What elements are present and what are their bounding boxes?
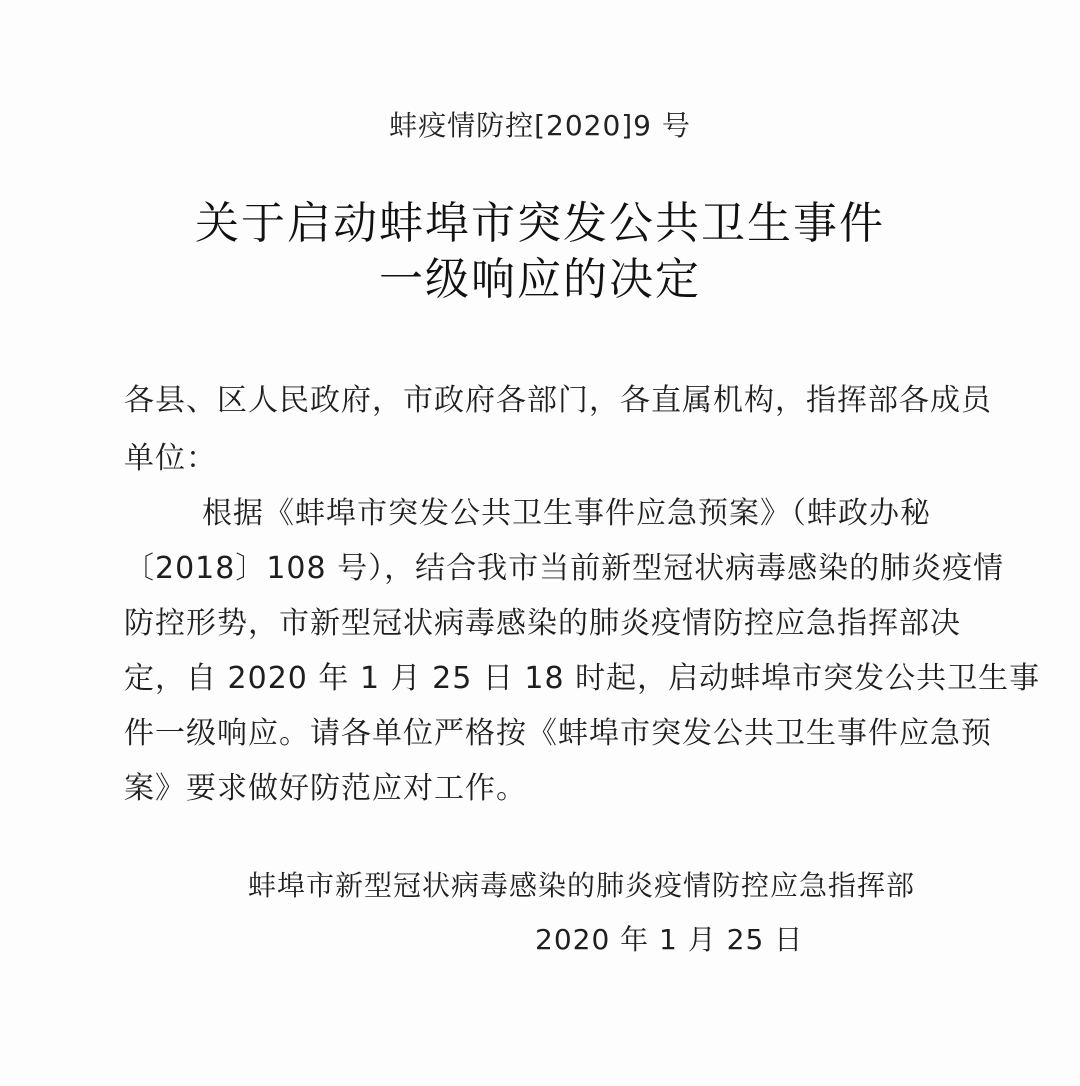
body-line: 单位： — [124, 441, 217, 476]
issue-date: 2020 年 1 月 25 日 — [535, 923, 804, 956]
body-line: 根据《蚌埠市突发公共卫生事件应急预案》（蚌政办秘 — [202, 496, 931, 531]
body-line: 防控形势，市新型冠状病毒感染的肺炎疫情防控应急指挥部决 — [124, 606, 961, 641]
document-title — [0, 196, 1080, 308]
body-line: 〔2018〕108 号），结合我市当前新型冠状病毒感染的肺炎疫情 — [124, 551, 1005, 586]
issuer-signature: 蚌埠市新型冠状病毒感染的肺炎疫情防控应急指挥部 — [248, 869, 916, 902]
document-number: 蚌疫情防控[2020]9 号 — [389, 109, 691, 142]
body-line: 案》要求做好防范应对工作。 — [124, 771, 527, 806]
body-line: 件一级响应。请各单位严格按《蚌埠市突发公共卫生事件应急预 — [124, 716, 992, 751]
body-line: 定，自 2020 年 1 月 25 日 18 时起，启动蚌埠市突发公共卫生事 — [124, 661, 1041, 696]
title-line-1: 关于启动蚌埠市突发公共卫生事件 — [195, 198, 885, 249]
body-line: 各县、区人民政府，市政府各部门，各直属机构，指挥部各成员 — [124, 383, 992, 418]
title-line-2: 一级响应的决定 — [379, 254, 701, 305]
